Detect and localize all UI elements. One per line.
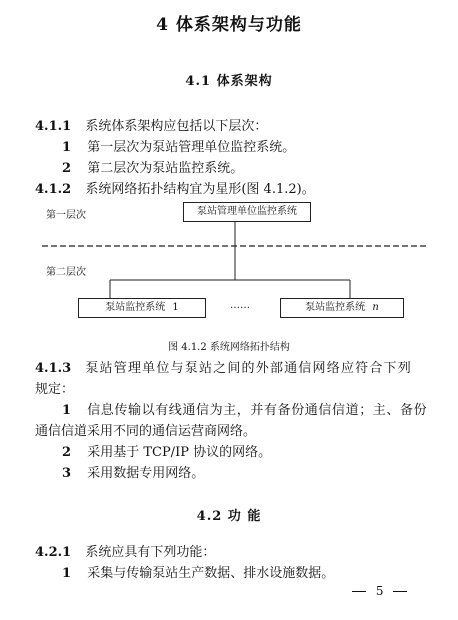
clause-number: 4.2.1 (35, 545, 72, 560)
management-unit-box: 泵站管理单位监控系统 (183, 202, 311, 222)
clause-number: 4.1.2 (35, 182, 72, 197)
clause-4-2-1 (35, 544, 215, 562)
item-number: 2 (62, 445, 72, 460)
level-2-label: 第二层次 (46, 267, 86, 278)
level-1-label: 第一层次 (46, 210, 86, 221)
network-topology-figure (30, 200, 430, 330)
clause-text: 系统体系架构应包括以下层次： (85, 119, 268, 134)
pump-station-box-1 (78, 298, 206, 318)
clause-4-2-1-item-1 (62, 565, 334, 583)
page-dash-right (393, 591, 407, 593)
section-title-4-1: 4.1 体系架构 (185, 74, 273, 89)
pump-station-box-n (280, 298, 404, 318)
item-text: 信息传输以有线通信为主，并有备份通信信道；主、备份 (87, 403, 428, 418)
clause-4-1-2 (35, 181, 315, 199)
clause-text: 泵站管理单位与泵站之间的外部通信网络应符合下列 (85, 361, 412, 376)
item-text: 采集与传输泵站生产数据、排水设施数据。 (87, 566, 335, 581)
clause-4-1-3-item-2 (62, 442, 271, 463)
clause-number: 4.1.1 (35, 119, 72, 134)
clause-text: 系统应具有下列功能： (85, 545, 216, 560)
box-label: 泵站监控系统 (105, 302, 166, 313)
chapter-title: 4 体系架构与功能 (156, 15, 302, 35)
clause-4-1-1-item-2 (62, 160, 243, 178)
clause-4-1-3-line-2: 规定： (35, 382, 75, 397)
box-index: 1 (172, 302, 179, 313)
item-text: 第二层次为泵站监控系统。 (87, 161, 244, 176)
item-text: 采用数据专用网络。 (87, 466, 205, 481)
item-number: 1 (62, 140, 72, 155)
item-number: 3 (62, 466, 72, 481)
clause-text: 系统网络拓扑结构宜为星形(图 4.1.2)。 (85, 182, 315, 197)
clause-4-1-3-item-3 (62, 463, 204, 484)
box-index: n (372, 302, 379, 313)
clause-4-1-3-item-1-line-2: 通信信道采用不同的通信运营商网络。 (35, 424, 257, 439)
figure-caption: 图 4.1.2 系统网络拓扑结构 (168, 342, 290, 353)
item-number: 1 (62, 403, 72, 418)
item-number: 1 (62, 566, 72, 581)
page-dash-left (352, 591, 366, 593)
item-text: 第一层次为泵站管理单位监控系统。 (87, 140, 296, 155)
section-title-4-2: 4.2 功 能 (196, 509, 262, 524)
item-text: 采用基于 TCP/IP 协议的网络。 (87, 445, 272, 460)
clause-4-1-1-item-1 (62, 139, 295, 157)
clause-4-1-3-line-1 (35, 358, 412, 379)
clause-4-1-1 (35, 118, 267, 136)
clause-4-1-3-item-1-line-1 (62, 400, 427, 421)
page-number-value: 5 (375, 584, 384, 598)
box-label: 泵站监控系统 (305, 302, 366, 313)
ellipsis: …… (230, 300, 250, 311)
item-number: 2 (62, 161, 72, 176)
page-number (352, 584, 407, 598)
clause-number: 4.1.3 (35, 361, 72, 376)
